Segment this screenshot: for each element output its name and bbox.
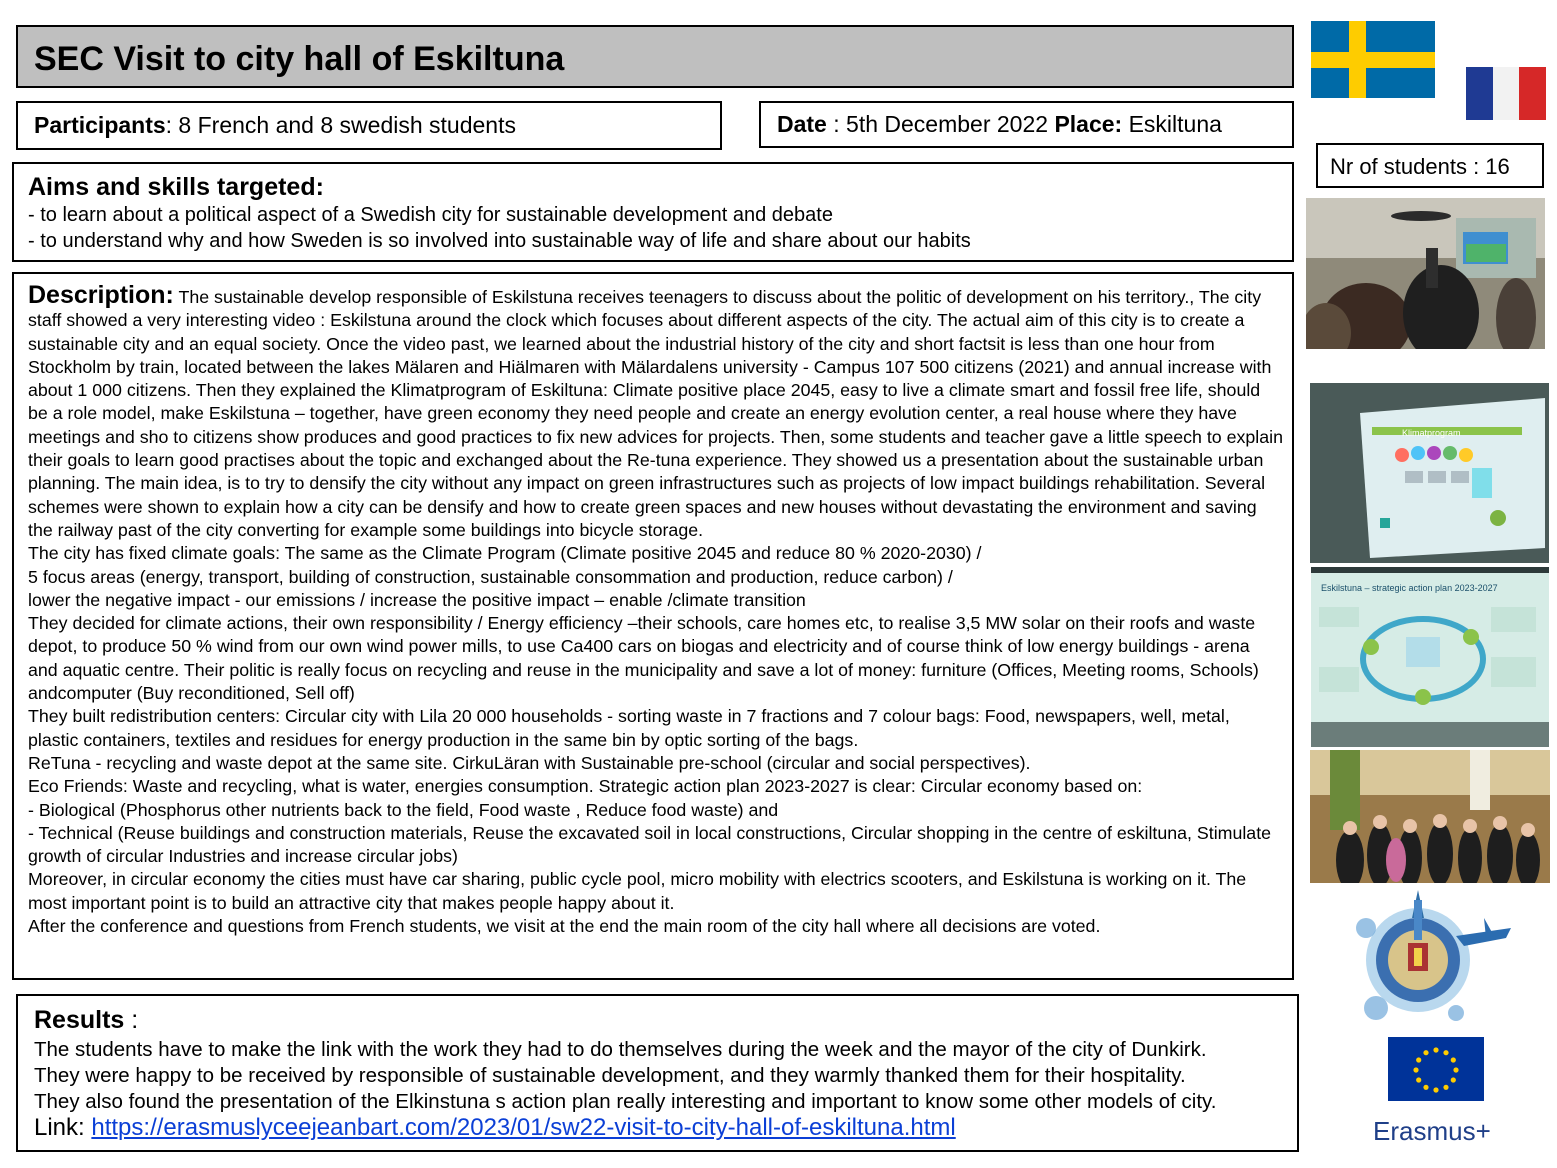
aim-item: - to understand why and how Sweden is so involved into sustainable way of life and share about our habits: [28, 230, 971, 252]
results-link-line: [34, 1114, 956, 1142]
france-flag-icon: [1466, 67, 1546, 125]
participants-value: : 8 French and 8 swedish students: [165, 112, 516, 138]
description-paragraph: - Biological (Phosphorus other nutrients back to the field, Food waste , Reduce food waste) and: [28, 799, 779, 820]
school-logo-icon: [1346, 888, 1516, 1033]
date-place-line: [777, 111, 1222, 138]
place-value: Eskiltuna: [1122, 111, 1222, 137]
description-intro: [28, 281, 1284, 542]
photo-klimatprogram-slide: [1310, 383, 1549, 563]
results-line: They were happy to be received by responsible of sustainable development, and they warmly thanked them for their hospitality.: [34, 1064, 1186, 1087]
students-count: Nr of students : 16: [1330, 154, 1510, 179]
date-label: Date: [777, 111, 827, 137]
participants-box: [16, 101, 722, 150]
results-colon: :: [124, 1006, 139, 1034]
slide2-title: Eskilstuna – strategic action plan 2023-2027: [1321, 583, 1498, 593]
results-line: The students have to make the link with the work they had to do themselves during the week and the mayor of the city of Dunkirk.: [34, 1038, 1207, 1061]
date-place-box: [759, 101, 1294, 148]
place-label: Place:: [1054, 111, 1123, 137]
aims-box: [12, 162, 1294, 262]
description-text: The sustainable develop responsible of Eskilstuna receives teenagers to discuss about the politic of development on his territory., The city staff showed a very interesting video : Eskilstuna around the clock which focuses about different aspects of the city. The actual aim of this city is to create a sustainable city and an equal society. Once the video past, we learned about the industrial history of the city and short factsit is less than one hour from Stockholm by train, located between the lakes Mälaren and Hiälmaren with Mälardalens university - Campus 107 500 citizens (2021) and annual increase with about 1 000 citizens. Then they explained the Klimatprogram of Eskiltuna: Climate positive place 2045, easy to live a climate smart and fossil free life, should be a role model, make Eskilstuna – together, have green economy they need people and create an energy evolution center, a real house where they have meetings and sho to citizens show produces and good practices to fix new advices for projects. Then, some students and teacher gave a little speech to explain their goals to learn good practises about the topic and exchanged about the Re-tuna experience. They showed us a presentation about the sustainable urban planning. The main idea, is to try to densify the city without any impact on green infrastructures such as projects of low impact buildings rehabilitation. Several schemes were shown to explain how a city can be densify and how to create green spaces and new houses without devastating the environment and saving the railway past of the city converting for example some buildings into bicycle storage.: [28, 287, 1283, 540]
participants-label: Participants: [34, 112, 166, 138]
results-box: [16, 994, 1299, 1152]
link-label: Link:: [34, 1114, 92, 1141]
slide1-title: Klimatprogram: [1402, 428, 1461, 438]
sweden-flag-icon: [1311, 21, 1435, 103]
participants-line: [34, 112, 516, 139]
photo-presentation-room: [1306, 198, 1545, 349]
description-heading: Description:: [28, 281, 174, 309]
results-line: They also found the presentation of the Elkinstuna s action plan really interesting and important to know some other models of city.: [34, 1090, 1217, 1113]
photo-action-plan-slide: [1311, 567, 1549, 747]
article-link[interactable]: https://erasmuslyceejeanbart.com/2023/01/sw22-visit-to-city-hall-of-eskiltuna.html: [91, 1114, 956, 1141]
description-paragraph: Eco Friends: Waste and recycling, what is water, energies consumption. Strategic action plan 2023-2027 is clear: Circular economy based on:: [28, 776, 1143, 797]
description-paragraph: Moreover, in circular economy the cities must have car sharing, public cycle pool, micro mobility with electrics scooters, and Eskilstuna is working on it. The most important point is to build an attractive city that makes people happy about it.: [28, 869, 1247, 913]
description-box: [12, 272, 1294, 980]
description-paragraph: - Technical (Reuse buildings and construction materials, Reuse the excavated soil in local constructions, Circular shopping in the centre of eskiltuna, Stimulate growth of circular Industries and increase circular jobs): [28, 822, 1272, 867]
page-title: SEC Visit to city hall of Eskiltuna: [34, 40, 565, 78]
description-paragraph: The city has fixed climate goals: The same as the Climate Program (Climate positive 2045 and reduce 80 % 2020-2030) /: [28, 543, 982, 564]
description-paragraph: lower the negative impact - our emissions / increase the positive impact – enable /climate transition: [28, 589, 806, 610]
aims-heading: Aims and skills targeted:: [28, 173, 324, 201]
results-label: Results: [34, 1006, 125, 1034]
description-paragraph: They decided for climate actions, their own responsibility / Energy efficiency –their schools, care homes etc, to realise 3,5 MW solar on their roofs and waste depot, to produce 50 % wind from our own wind power mills, to use Ca400 cars on biogas and electricity and of course think of low energy buildings - arena and aquatic centre. Their politic is really focus on recycling and reuse in the municipality and save a lot of money: furniture (Offices, Meeting rooms, Schools) andcomputer (Buy reconditioned, Sell off): [28, 613, 1259, 704]
results-heading: [34, 1006, 138, 1035]
description-paragraph: After the conference and questions from French students, we visit at the end the main room of the city hall where all decisions are voted.: [28, 916, 1101, 937]
students-count-box: [1316, 143, 1544, 188]
photo-group-city-hall: [1310, 750, 1550, 883]
eu-flag-icon: [1388, 1037, 1484, 1106]
date-value: : 5th December 2022: [826, 111, 1055, 137]
description-paragraph: 5 focus areas (energy, transport, building of construction, sustainable consommation and production, reduce carbon) /: [28, 566, 953, 587]
description-paragraph: They built redistribution centers: Circular city with Lila 20 000 households - sorting waste in 7 fractions and 7 colour bags: Food, newspapers, well, metal, plastic containers, textiles and residues for energy production in the same bin by optic sorting of the bags.: [28, 706, 1230, 750]
description-body: [28, 281, 1284, 938]
aim-item: - to learn about a political aspect of a Swedish city for sustainable development and debate: [28, 204, 833, 226]
description-paragraph: ReTuna - recycling and waste depot at the same site. CirkuLäran with Sustainable pre-school (circular and social perspectives).: [28, 752, 1031, 773]
erasmus-plus-label: Erasmus+: [1373, 1116, 1491, 1146]
title-banner: [16, 25, 1294, 88]
